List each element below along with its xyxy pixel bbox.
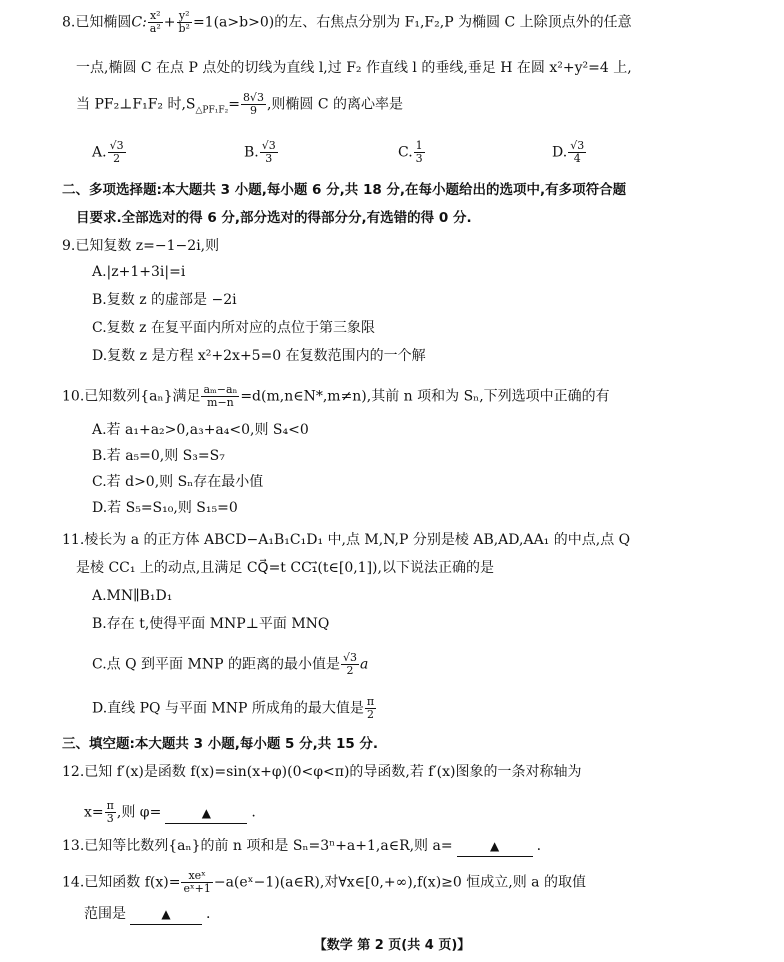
q9-option-b[interactable]: B.复数 z 的虚部是 −2i <box>92 292 237 308</box>
q12-text: ,则 φ= <box>116 804 162 821</box>
q11-option-b[interactable]: B.存在 t,使得平面 MNP⊥平面 MNQ <box>92 616 330 632</box>
q14-text: 范围是 <box>84 906 126 922</box>
option-text: a <box>359 656 369 673</box>
q10-option-b[interactable]: B.若 a₅=0,则 S₃=S₇ <box>92 448 225 464</box>
fraction-numerator: y² <box>177 10 192 23</box>
q11-option-c[interactable] <box>92 652 368 677</box>
q8-text: 当 PF₂⊥F₁F₂ 时,S <box>76 96 196 113</box>
q14-text: 14.已知函数 f(x)= <box>62 874 181 891</box>
q12-line2 <box>84 800 256 825</box>
fraction-numerator: π <box>366 695 375 708</box>
q10-option-d[interactable]: D.若 S₅=S₁₀,则 S₁₅=0 <box>92 500 238 516</box>
q14-line1 <box>62 870 586 895</box>
q8-area-subscript: △PF₁F₂ <box>195 105 229 116</box>
q8-equals: = <box>228 96 240 113</box>
q8-option-b[interactable] <box>244 140 279 165</box>
option-fraction <box>365 696 376 721</box>
fraction-denominator: eˣ+1 <box>183 882 211 895</box>
q14-text: −a(eˣ−1)(a∈R),对∀x∈[0,+∞),f(x)≥0 恒成立,则 a 的取值 <box>213 874 586 891</box>
q11-line2: 是棱 CC₁ 上的动点,且满足 CQ⃗=t CC₁⃗(t∈[0,1]),以下说法正确的是 <box>76 560 494 576</box>
option-text: C.点 Q 到平面 MNP 的距离的最小值是 <box>92 656 340 673</box>
triangle-icon: ▲ <box>161 907 171 921</box>
fraction-numerator: √3 <box>570 139 585 152</box>
fraction-denominator: m−n <box>207 396 234 409</box>
section2-heading-cont: 目要求.全部选对的得 6 分,部分选对的得部分分,有选错的得 0 分. <box>76 210 472 226</box>
section2-heading: 二、多项选择题:本大题共 3 小题,每小题 6 分,共 18 分,在每小题给出的选项中,有多项符合题 <box>62 182 627 198</box>
q13-answer-blank[interactable] <box>457 836 533 857</box>
option-fraction <box>568 140 586 165</box>
q9-option-a[interactable]: A.|z+1+3i|=i <box>92 264 186 280</box>
q8-plus: + <box>163 14 176 31</box>
q14-text: . <box>206 906 211 922</box>
option-fraction <box>260 140 278 165</box>
q8-text: =1(a>b>0)的左、右焦点分别为 F₁,F₂,P 为椭圆 C 上除顶点外的任意 <box>192 14 632 31</box>
fraction-denominator: 2 <box>367 708 374 721</box>
q13-text: 13.已知等比数列{aₙ}的前 n 项和是 Sₙ=3ⁿ+a+1,a∈R,则 a= <box>62 838 453 854</box>
q13-text: . <box>536 838 542 854</box>
q10-stem <box>62 384 610 409</box>
option-fraction <box>341 652 359 677</box>
fraction-denominator: 3 <box>415 152 423 165</box>
fraction-denominator: a² <box>149 22 161 35</box>
q10-text: 10.已知数列{aₙ}满足 <box>62 388 201 405</box>
option-label: B. <box>244 144 259 161</box>
option-label: C. <box>398 144 413 161</box>
triangle-icon: ▲ <box>489 839 500 853</box>
q8-text: 8.已知椭圆 <box>62 14 132 31</box>
fraction-denominator: 4 <box>573 152 581 165</box>
fraction-numerator: √3 <box>342 651 357 664</box>
q8-text: ,则椭圆 C 的离心率是 <box>266 96 404 113</box>
q12-text: x= <box>84 804 104 821</box>
q8-option-d[interactable] <box>552 140 587 165</box>
q12-answer-blank[interactable] <box>165 803 247 824</box>
q8-option-c[interactable] <box>398 140 426 165</box>
q11-option-a[interactable]: A.MN∥B₁D₁ <box>92 588 173 604</box>
fraction-numerator: √3 <box>261 139 276 152</box>
option-fraction <box>108 140 126 165</box>
fraction-denominator: 2 <box>113 152 121 165</box>
q8-line3 <box>76 92 403 120</box>
q8-option-a[interactable] <box>92 140 127 165</box>
section3-heading: 三、填空题:本大题共 3 小题,每小题 5 分,共 15 分. <box>62 736 379 752</box>
fraction-denominator: 3 <box>265 152 273 165</box>
q12-text: . <box>251 804 256 821</box>
q10-option-a[interactable]: A.若 a₁+a₂>0,a₃+a₄<0,则 S₄<0 <box>92 422 309 438</box>
page-footer: 【数学 第 2 页(共 4 页)】 <box>313 938 471 953</box>
fraction-numerator: 8√3 <box>242 91 264 104</box>
q11-option-d[interactable] <box>92 696 377 721</box>
fraction-numerator: √3 <box>109 139 124 152</box>
q8-line1 <box>62 10 632 35</box>
fraction-numerator: x² <box>148 10 163 23</box>
fraction-denominator: 2 <box>346 664 354 677</box>
fraction-denominator: 9 <box>249 104 257 117</box>
q8-area-fraction <box>241 92 266 117</box>
q13-line1 <box>62 836 541 857</box>
q8-line2: 一点,椭圆 C 在点 P 点处的切线为直线 l,过 F₂ 作直线 l 的垂线,垂足 H 在圆 x²+y²=4 上, <box>76 60 632 76</box>
q8-ellipse-name: C: <box>131 14 147 31</box>
q9-stem: 9.已知复数 z=−1−2i,则 <box>62 238 220 254</box>
q9-option-d[interactable]: D.复数 z 是方程 x²+2x+5=0 在复数范围内的一个解 <box>92 348 426 364</box>
q14-line2 <box>84 904 210 925</box>
triangle-icon: ▲ <box>201 805 211 820</box>
q9-option-c[interactable]: C.复数 z 在复平面内所对应的点位于第三象限 <box>92 320 375 336</box>
q8-fraction-x <box>148 10 163 35</box>
fraction-numerator: π <box>106 799 114 812</box>
q10-text: =d(m,n∈N*,m≠n),其前 n 项和为 Sₙ,下列选项中正确的有 <box>240 388 610 405</box>
fraction-denominator: b² <box>178 22 190 35</box>
fraction-numerator: 1 <box>415 139 423 152</box>
q11-line1: 11.棱长为 a 的正方体 ABCD−A₁B₁C₁D₁ 中,点 M,N,P 分别是棱 AB,AD,AA₁ 的中点,点 Q <box>62 532 631 548</box>
fraction-numerator: xeˣ <box>181 870 212 883</box>
option-label: A. <box>92 144 107 161</box>
q12-fraction <box>105 800 116 825</box>
option-fraction <box>414 140 425 165</box>
q10-fraction <box>201 384 239 409</box>
option-label: D. <box>552 144 568 161</box>
option-text: D.直线 PQ 与平面 MNP 所成角的最大值是 <box>92 700 364 717</box>
q14-fraction <box>181 870 212 895</box>
q10-option-c[interactable]: C.若 d>0,则 Sₙ存在最小值 <box>92 474 264 490</box>
q14-answer-blank[interactable] <box>130 904 202 925</box>
q8-fraction-y <box>177 10 192 35</box>
fraction-numerator: aₘ−aₙ <box>203 383 238 396</box>
fraction-denominator: 3 <box>106 812 114 825</box>
q12-line1: 12.已知 f′(x)是函数 f(x)=sin(x+φ)(0<φ<π)的导函数,若 f′(x)图象的一条对称轴为 <box>62 764 582 780</box>
